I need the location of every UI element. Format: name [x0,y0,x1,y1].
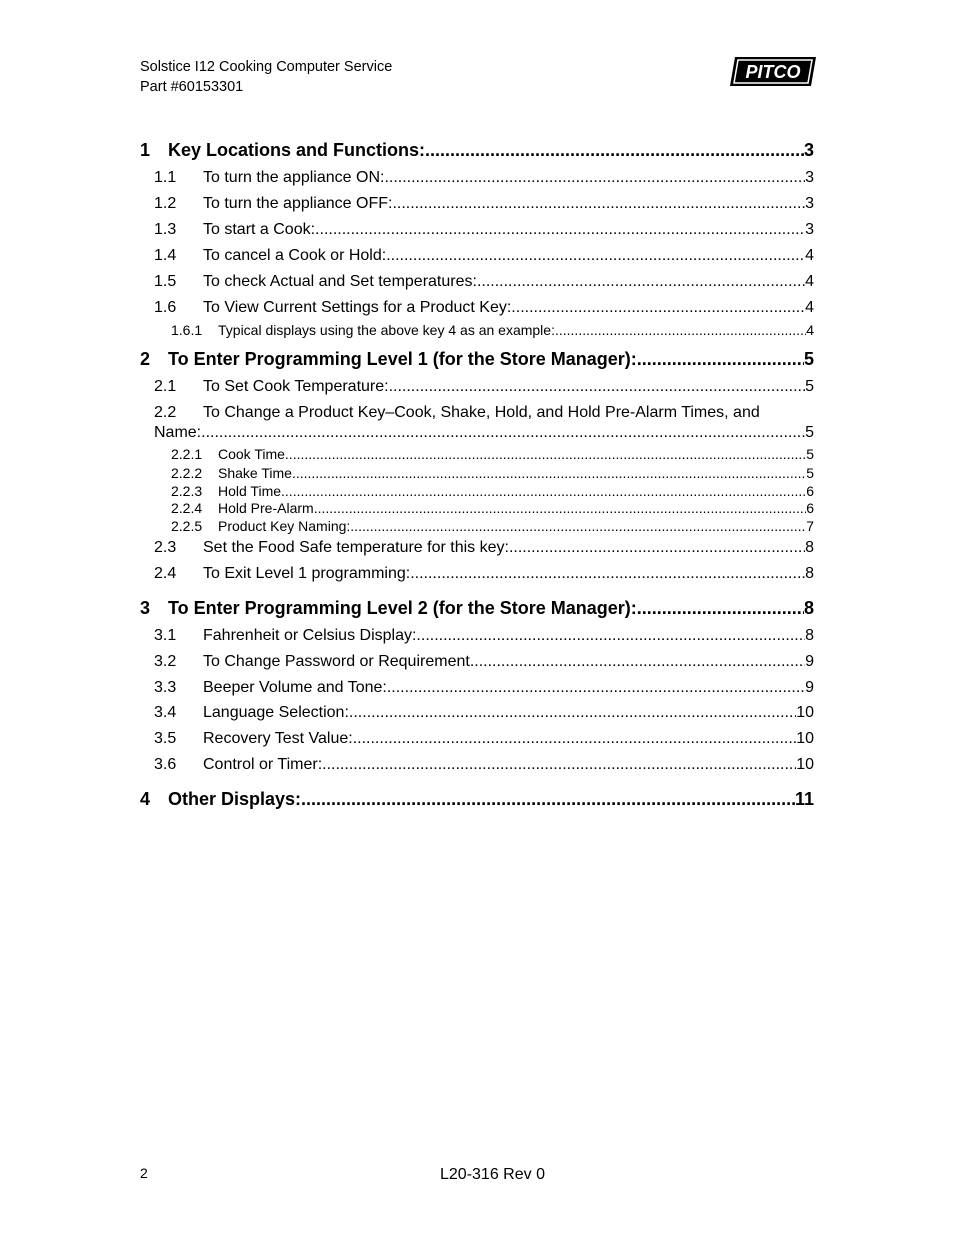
toc-entry[interactable] [140,730,814,748]
toc-entry-number: 1.1 [154,169,177,186]
toc-entry-label: To View Current Settings for a Product Key: [203,299,512,316]
toc-entry[interactable] [140,565,814,583]
page-number: 2 [140,1165,148,1181]
toc-entry-number: 2.2.5 [171,518,203,534]
toc-entry-number: 3.1 [154,627,177,644]
toc-page-number: 11 [794,789,814,809]
toc-entry[interactable] [140,679,814,697]
toc-page-number: 3 [803,140,814,160]
toc-entry[interactable] [140,598,814,619]
toc-entry-label: To check Actual and Set temperatures: [203,273,477,290]
toc-leader-dots [637,349,804,370]
toc-entry-label: To Change Password or Requirement [203,653,470,670]
toc-leader-dots [416,627,805,645]
toc-entry-number: 1.2 [154,195,177,212]
toc-entry-number: 2.3 [154,539,177,556]
toc-entry[interactable] [140,273,814,291]
toc-leader-dots [285,446,806,462]
part-number: Part #60153301 [140,79,244,95]
toc-entry[interactable] [140,789,814,810]
toc-entry-number: 2 [140,349,151,369]
toc-entry-number: 4 [140,789,151,809]
toc-entry-number: 1 [140,140,151,160]
toc-page-number: 7 [806,518,814,534]
toc-leader-dots [350,518,806,534]
toc-leader-dots [292,465,806,481]
document-id: L20-316 Rev 0 [440,1166,545,1183]
toc-entry[interactable] [140,169,814,187]
toc-entry-number: 2.2.3 [171,483,203,499]
toc-entry-number: 1.4 [154,247,177,264]
toc-entry-number: 3.6 [154,756,177,773]
toc-entry-label: Typical displays using the above key 4 as an example: [218,322,555,338]
toc-entry-number: 3.2 [154,653,177,670]
toc-entry-label: To Change a Product Key–Cook, Shake, Hold, and Hold Pre-Alarm Times, and [203,404,760,421]
toc-leader-dots [314,500,807,516]
toc-page-number: 4 [806,322,814,338]
toc-entry-label: To turn the appliance OFF: [203,195,393,212]
toc-entry[interactable] [140,247,814,265]
toc-page-number: 5 [803,349,814,369]
toc-leader-dots [353,730,797,748]
toc-entry[interactable] [140,195,814,213]
toc-page-number: 9 [805,653,814,670]
toc-page-number: 8 [803,598,814,618]
toc-page-number: 3 [805,195,814,212]
toc-entry[interactable] [140,704,814,722]
toc-leader-dots [477,273,805,291]
toc-page-number: 5 [806,446,814,462]
toc-entry[interactable] [140,299,814,317]
toc-entry-label: Fahrenheit or Celsius Display: [203,627,417,644]
toc-entry-number: 2.4 [154,565,177,582]
toc-page-number: 8 [805,627,814,644]
toc-entry-label: To start a Cook: [203,221,316,238]
toc-leader-dots [386,247,805,265]
toc-entry-number: 3.5 [154,730,177,747]
pitco-logo-text: PITCO [745,62,801,82]
toc-leader-dots [322,756,796,774]
toc-entry-label: To Set Cook Temperature: [203,378,389,395]
toc-page-number: 8 [805,539,814,556]
toc-entry[interactable] [140,221,814,239]
toc-entry[interactable] [140,446,814,462]
toc-entry-line[interactable] [154,404,760,422]
toc-entry-label: Language Selection: [203,704,349,721]
toc-leader-dots [349,704,796,722]
toc-entry[interactable] [140,627,814,645]
toc-leader-dots [410,565,805,583]
toc-entry[interactable] [140,322,814,338]
toc-entry-number: 3.4 [154,704,177,721]
toc-leader-dots [509,539,805,557]
toc-page-number: 4 [805,299,814,316]
toc-entry[interactable] [140,500,814,516]
toc-leader-dots [425,140,804,161]
toc-entry-label: Set the Food Safe temperature for this key: [203,539,509,556]
toc-entry-label: Shake Time [218,465,292,481]
toc-leader-dots [555,322,806,338]
toc-entry-number: 2.2.1 [171,446,203,462]
toc-leader-dots [315,221,805,239]
toc-page-number: 8 [805,565,814,582]
toc-page-number: 10 [796,730,814,747]
toc-leader-dots [384,169,805,187]
toc-entry-number: 2.2 [154,404,177,421]
toc-entry-label: Other Displays: [168,789,302,809]
toc-entry-label: Product Key Naming: [218,518,351,534]
toc-leader-dots [470,653,805,671]
toc-page-number: 3 [805,221,814,238]
toc-entry-number: 3 [140,598,151,618]
toc-page-number: 4 [805,247,814,264]
toc-leader-dots [389,378,806,396]
toc-page-number: 10 [796,756,814,773]
toc-leader-dots [392,195,805,213]
toc-leader-dots [637,598,804,619]
toc-entry-number: 2.2.4 [171,500,203,516]
toc-entry-label: To Enter Programming Level 2 (for the Store Manager): [168,598,637,618]
toc-entry-label: Recovery Test Value: [203,730,353,747]
toc-page-number: 3 [805,169,814,186]
toc-page-number: 5 [805,378,814,395]
toc-page-number: 4 [805,273,814,290]
toc-entry-label-continued: Name: [154,424,202,441]
toc-entry[interactable] [140,140,814,161]
toc-leader-dots [511,299,805,317]
toc-entry-label: Cook Time [218,446,285,462]
toc-entry-label: To Exit Level 1 programming: [203,565,411,582]
toc-entry-number: 1.6.1 [171,322,203,338]
toc-leader-dots [301,789,795,810]
toc-page-number: 6 [806,500,814,516]
toc-entry-label: Hold Pre-Alarm [218,500,314,516]
toc-entry[interactable] [140,518,814,534]
toc-entry[interactable] [140,756,814,774]
toc-page-number: 6 [806,483,814,499]
toc-leader-dots [281,483,806,499]
toc-entry[interactable] [140,539,814,557]
toc-entry[interactable] [140,424,814,442]
toc-entry-label: To cancel a Cook or Hold: [203,247,387,264]
toc-entry-label: Key Locations and Functions: [168,140,426,160]
toc-entry-number: 2.1 [154,378,177,395]
toc-entry-number: 1.6 [154,299,177,316]
document-title: Solstice I12 Cooking Computer Service [140,59,393,75]
toc-entry-number: 3.3 [154,679,177,696]
toc-entry-label: To turn the appliance ON: [203,169,385,186]
toc-entry-label: Beeper Volume and Tone: [203,679,387,696]
pitco-logo [729,56,817,87]
toc-entry[interactable] [140,465,814,481]
toc-entry-number: 1.3 [154,221,177,238]
toc-page-number: 10 [796,704,814,721]
toc-entry-label: Hold Time [218,483,282,499]
toc-entry-number: 1.5 [154,273,177,290]
toc-page-number: 9 [805,679,814,696]
toc-entry[interactable] [140,349,814,370]
toc-entry[interactable] [140,653,814,671]
toc-page-number: 5 [805,424,814,441]
toc-entry[interactable] [140,483,814,499]
toc-leader-dots [201,424,805,442]
toc-page-number: 5 [806,465,814,481]
toc-entry-label: Control or Timer: [203,756,323,773]
toc-entry-number: 2.2.2 [171,465,203,481]
toc-entry-label: To Enter Programming Level 1 (for the Store Manager): [168,349,637,369]
toc-leader-dots [387,679,805,697]
toc-entry[interactable] [140,378,814,396]
